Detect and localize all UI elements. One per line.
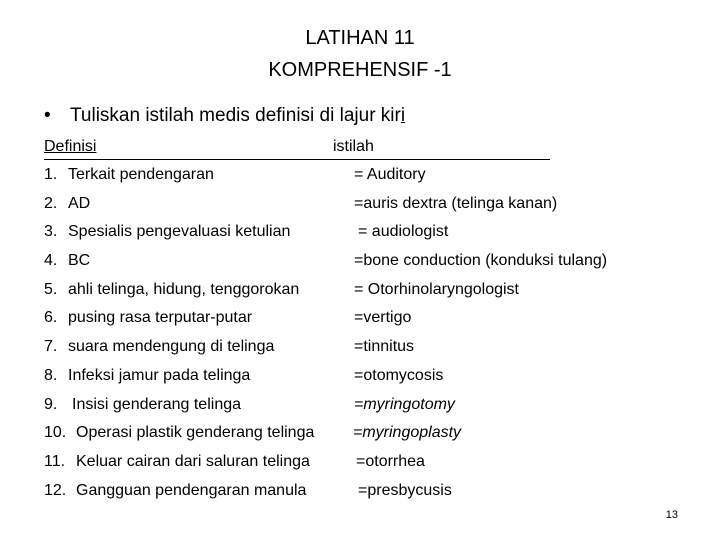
list-item [44,163,704,192]
item-definition: Infeksi jamur pada telinga [68,366,251,384]
item-number: 3. [44,223,58,241]
item-number: 11. [44,452,66,470]
item-number: 1. [44,166,58,183]
instruction-text: Tuliskan istilah medis definisi di lajur kir [70,105,401,126]
item-term: =vertigo [354,309,412,327]
item-term: =myringoplasty [353,424,462,442]
item-number: 6. [44,309,58,327]
list-item [44,421,704,450]
item-term: =bone conduction (konduksi tulang) [354,252,608,270]
item-definition: Insisi genderang telinga [72,395,242,413]
item-term: = Otorhinolaryngologist [354,280,519,298]
column-header [44,137,550,160]
item-term: =myringotomy [354,395,455,413]
list-item [44,249,704,278]
instruction-line [44,104,405,128]
item-term: =presbycusis [358,481,452,499]
list-item [44,278,704,307]
item-number: 7. [44,338,58,356]
slide-subtitle: KOMPREHENSIF -1 [268,59,452,81]
item-definition: Gangguan pendengaran manula [76,481,307,499]
item-definition: ahli telinga, hidung, tenggorokan [68,280,300,298]
list-item [44,220,704,249]
definition-list [44,163,704,507]
list-item [44,335,704,364]
item-term: = audiologist [358,223,449,241]
list-item [44,450,704,479]
list-item [44,364,704,393]
header-istilah: istilah [333,138,374,155]
item-definition: AD [68,194,91,212]
item-term: =otorrhea [356,452,425,470]
item-definition: Spesialis pengevaluasi ketulian [68,223,291,241]
item-term: = Auditory [354,166,426,183]
item-term: =auris dextra (telinga kanan) [354,194,558,212]
item-definition: BC [68,252,91,270]
item-definition: Operasi plastik genderang telinga [76,424,315,442]
item-definition: pusing rasa terputar-putar [68,309,253,327]
item-number: 2. [44,194,58,212]
item-term: =otomycosis [354,366,444,384]
list-item [44,393,704,422]
item-number: 5. [44,280,58,298]
page-number: 13 [665,509,678,521]
list-item [44,306,704,335]
slide-title: LATIHAN 11 [305,27,415,49]
item-number: 4. [44,252,58,270]
item-definition: suara mendengung di telinga [68,338,275,356]
header-definisi: Definisi [44,138,97,155]
item-term: =tinnitus [354,338,415,356]
bullet-icon: • [44,105,51,126]
item-number: 9. [44,395,58,413]
item-number: 8. [44,366,58,384]
list-item [44,479,704,508]
instruction-underlined-char: i [400,105,406,126]
list-item [44,192,704,221]
item-definition: Terkait pendengaran [68,166,214,183]
item-number: 12. [44,481,67,499]
item-number: 10. [44,424,67,442]
item-definition: Keluar cairan dari saluran telinga [76,452,310,470]
